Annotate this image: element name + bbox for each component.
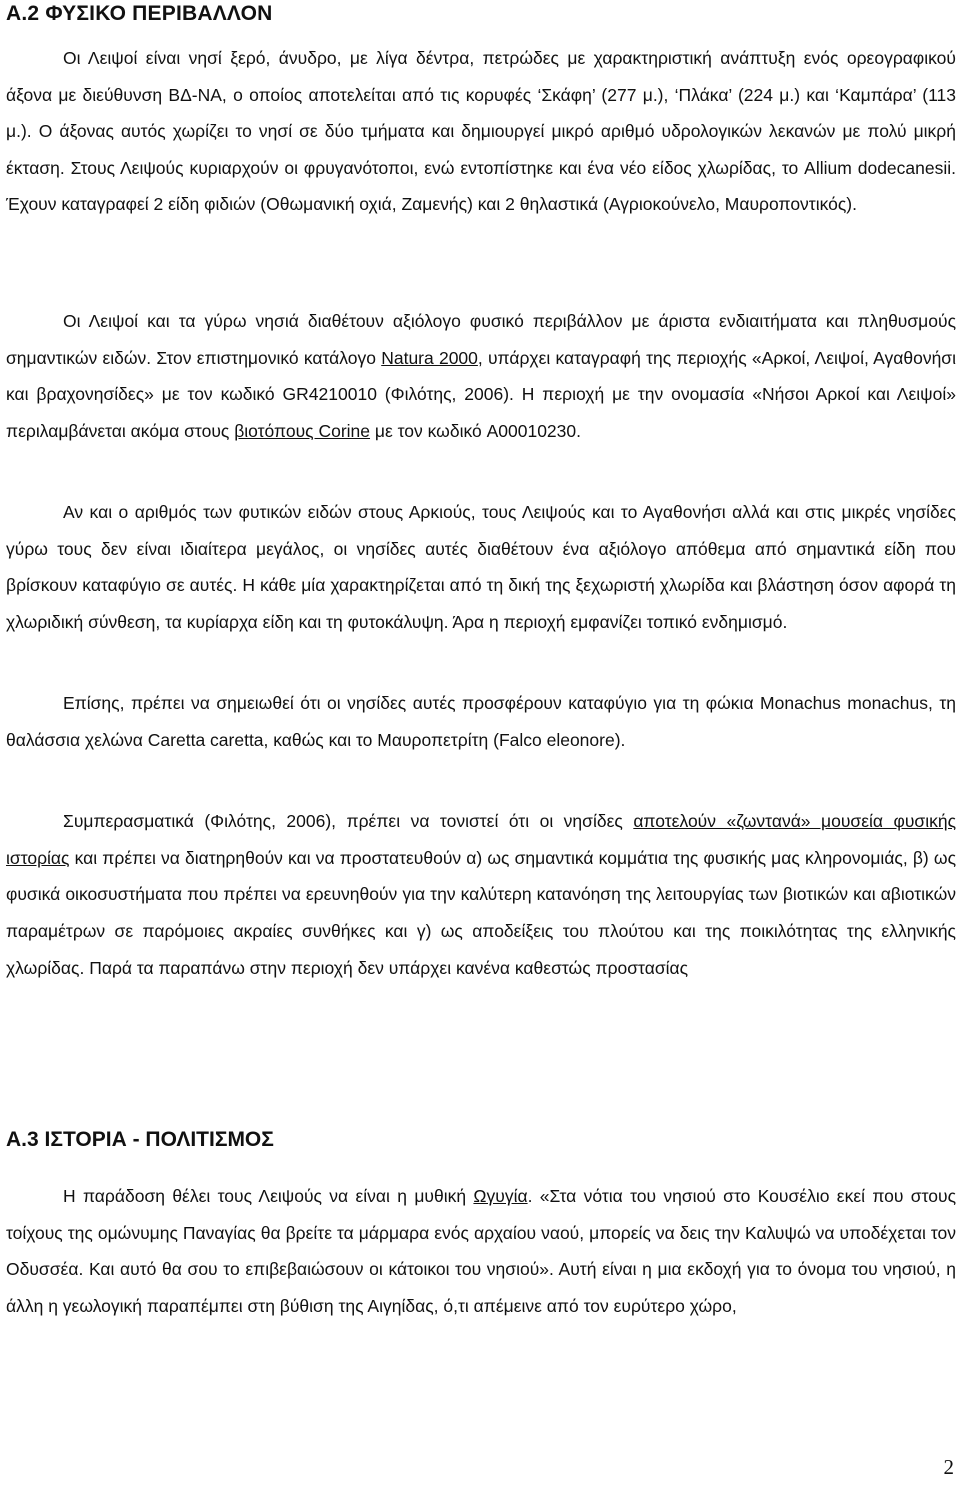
paragraph-text: , υπάρχει καταγραφή της περιοχής «Αρκοί, Λειψοί, Αγαθονήσι και βραχονησίδες» με τον κωδικό GR4210010 (Φιλότης, 2006). Η περιοχή με την ονομασία «Νήσοι Αρκοί και Λειψοί» περιλαμβάνεται ακόμα στους bbox=[6, 347, 956, 442]
paragraph-history bbox=[6, 1178, 956, 1325]
paragraph-conclusion bbox=[6, 803, 956, 987]
natura-link[interactable]: Natura 2000 bbox=[381, 347, 478, 368]
section-heading-a3: Α.3 ΙΣΤΟΡΙΑ - ΠΟΛΙΤΙΣΜΟΣ bbox=[6, 1128, 274, 1151]
paragraph-text: . «Στα νότια του νησιού στο Κουσέλιο εκεί που στους τοίχους της ομώνυμης Παναγίας θα βρείτε τα μάρμαρα ενός αρχαίου ναού, μπορείς να δεις την Καλυψώ να υποδέχεται τον Οδυσσέα. Και αυτό θα σου το επιβεβαιώσουν οι κάτοικοι του νησιού». Αυτή είναι η μια εκδοχή για το όνομα του νησιού, η άλλη η γεωλογική παραπέμπει στη βύθιση της Αιγηίδας, ό,τι απέμεινε από τον ευρύτερο χώρο, bbox=[6, 1186, 956, 1317]
section-heading-a2: Α.2 ΦΥΣΙΚΟ ΠΕΡΙΒΑΛΛΟΝ bbox=[6, 2, 273, 25]
page-number: 2 bbox=[943, 1455, 954, 1479]
paragraph-fauna: Επίσης, πρέπει να σημειωθεί ότι οι νησίδες αυτές προσφέρουν καταφύγιο για τη φώκια Monachus monachus, τη θαλάσσια χελώνα Caretta caretta, καθώς και το Μαυροπετρίτη (Falco eleonore). bbox=[6, 693, 956, 750]
paragraph-text: και πρέπει να διατηρηθούν και να προστατευθούν α) ως σημαντικά κομμάτια της φυσικής μας κληρονομιάς, β) ως φυσικά οικοσυστήματα που πρέπει να ερευνηθούν για την καλύτερη κατανόηση της λειτουργίας των βιοτικών και αβιοτικών παραμέτρων σε παρόμοιες ακραίες συνθήκες και γ) ως αποδείξεις του πλούτου και της ποικιλότητας της ελληνικής χλωρίδας. Παρά τα παραπάνω στην περιοχή δεν υπάρχει κανένα καθεστώς προστασίας bbox=[6, 847, 956, 978]
paragraph-physical-environment: Οι Λειψοί είναι νησί ξερό, άνυδρο, με λίγα δέντρα, πετρώδες με χαρακτηριστική ανάπτυξη ενός ορεογραφικού άξονα με διεύθυνση ΒΔ-ΝΑ, ο οποίος αποτελείται από τις κορυφές ‘Σκάφη’ (277 μ.), ‘Πλάκα’ (224 μ.) και ‘Καμπάρα’ (113 μ.). Ο άξονας αυτός χωρίζει το νησί σε δύο τμήματα και δημιουργεί μικρό αριθμό υδρολογικών λεκανών με πολύ μικρή έκταση. Στους Λειψούς κυριαρχούν οι φρυγανότοποι, ενώ εντοπίστηκε και ένα νέο είδος χλωρίδας, το Allium dodecanesii. Έχουν καταγραφεί 2 είδη φιδιών (Οθωμανική οχιά, Ζαμενής) και 2 θηλαστικά (Αγριοκούνελο, Μαυροποντικός). bbox=[6, 48, 956, 214]
paragraph-flora: Αν και ο αριθμός των φυτικών ειδών στους Αρκιούς, τους Λειψούς και το Αγαθονήσι αλλά και στις μικρές νησίδες γύρω τους δεν είναι ιδιαίτερα μεγάλος, οι νησίδες αυτές διαθέτουν ένα αξιόλογο απόθεμα από σημαντικά είδη που βρίσκουν καταφύγιο σε αυτές. Η κάθε μία χαρακτηρίζεται από τη δική της ξεχωριστή χλωρίδα και βλάστηση όσον αφορά τη χλωριδική σύνθεση, τα κυρίαρχα είδη και τη φυτοκάλυψη. Άρα η περιοχή εμφανίζει τοπικό ενδημισμό. bbox=[6, 502, 956, 633]
living-museums-link[interactable]: αποτελούν «ζωντανά» μουσεία φυσικής ιστορίας bbox=[6, 811, 957, 868]
paragraph-text: με τον κωδικό A00010230. bbox=[370, 421, 581, 442]
paragraph-text: Οι Λειψοί και τα γύρω νησιά διαθέτουν αξιόλογο φυσικό περιβάλλον με άριστα ενδιαιτήματα και πληθυσμούς σημαντικών ειδών. Στον επιστημονικό κατάλογο bbox=[6, 311, 956, 368]
paragraph-natura bbox=[6, 303, 956, 450]
ogygia-link[interactable]: Ωγυγία bbox=[473, 1186, 528, 1206]
corine-link[interactable]: βιοτόπους Corine bbox=[234, 421, 371, 442]
paragraph-text: Η παράδοση θέλει τους Λειψούς να είναι η μυθική bbox=[63, 1186, 474, 1206]
paragraph-text: Συμπερασματικά (Φιλότης, 2006), πρέπει να τονιστεί ότι οι νησίδες bbox=[63, 811, 634, 831]
